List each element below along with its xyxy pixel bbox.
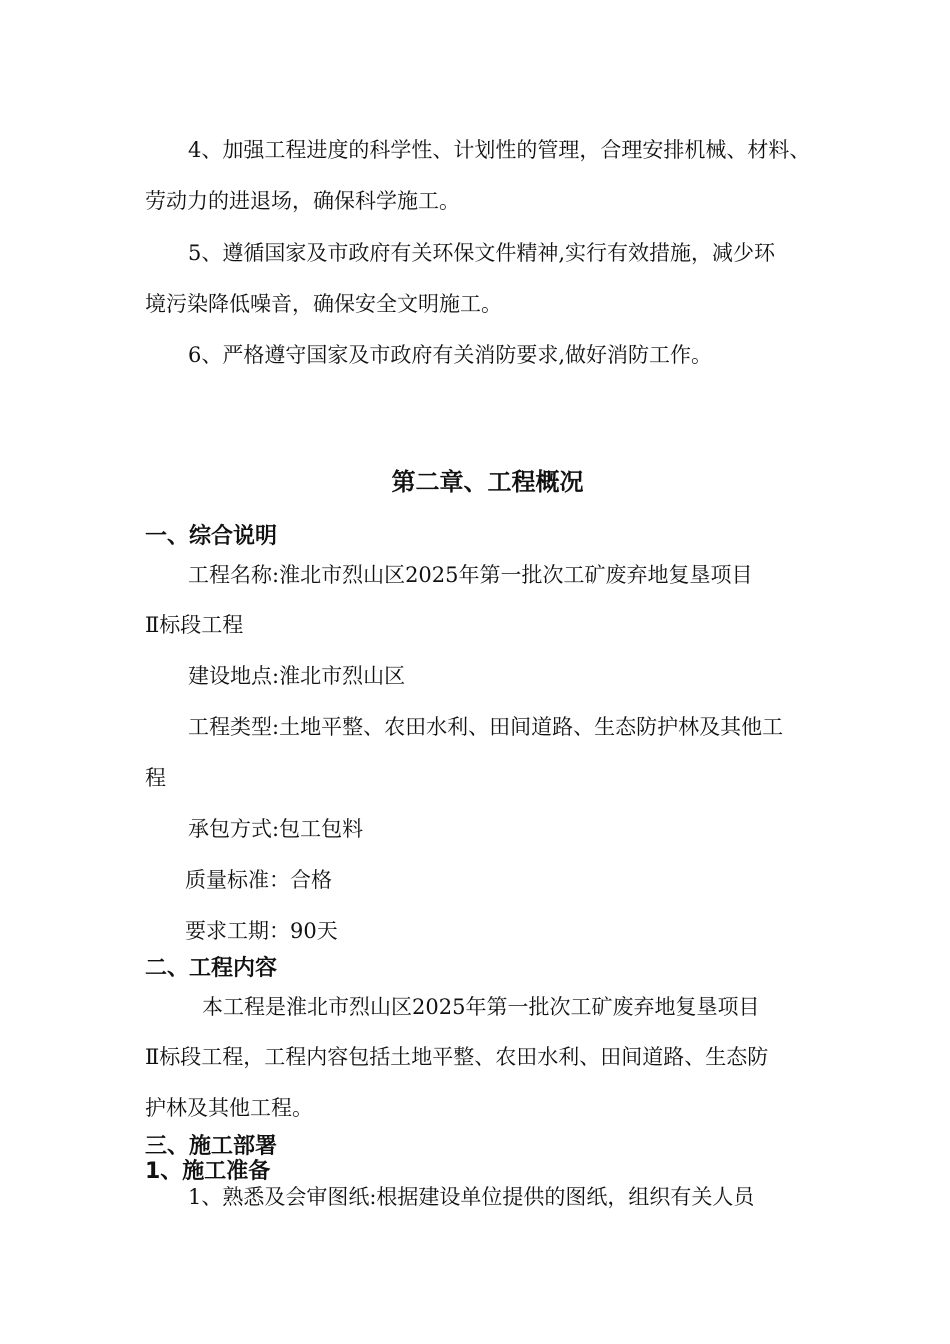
intro-item-5-line2: 境污染降低噪音，确保安全文明施工。 bbox=[145, 292, 502, 316]
intro-item-4-line1: 4、加强工程进度的科学性、计划性的管理，合理安排机械、材料、 bbox=[188, 138, 811, 162]
intro-item-5-line1: 5、遵循国家及市政府有关环保文件精神,实行有效措施，减少环 bbox=[188, 241, 776, 265]
section3-sub-heading: 1、施工准备 bbox=[145, 1159, 271, 1184]
project-name-line1: 工程名称:淮北市烈山区2025年第一批次工矿废弃地复垦项目 bbox=[188, 563, 753, 587]
section2-heading: 二、工程内容 bbox=[145, 956, 278, 981]
project-location: 建设地点:淮北市烈山区 bbox=[188, 664, 406, 688]
content-line1: 本工程是淮北市烈山区2025年第一批次工矿废弃地复垦项目 bbox=[202, 995, 760, 1019]
project-name-line2: Ⅱ标段工程 bbox=[145, 613, 244, 637]
contract-mode: 承包方式:包工包料 bbox=[188, 817, 364, 841]
project-type-line1: 工程类型:土地平整、农田水利、田间道路、生态防护林及其他工 bbox=[188, 715, 784, 739]
intro-item-4-line2: 劳动力的进退场，确保科学施工。 bbox=[145, 189, 460, 213]
intro-item-6-line1: 6、严格遵守国家及市政府有关消防要求,做好消防工作。 bbox=[188, 343, 713, 367]
quality-standard: 质量标准：合格 bbox=[185, 868, 332, 892]
project-type-line2: 程 bbox=[145, 766, 166, 790]
prep-line1: 1、熟悉及会审图纸:根据建设单位提供的图纸，组织有关人员 bbox=[188, 1185, 755, 1209]
content-line3: 护林及其他工程。 bbox=[145, 1096, 313, 1120]
content-line2: Ⅱ标段工程，工程内容包括土地平整、农田水利、田间道路、生态防 bbox=[145, 1045, 769, 1069]
required-duration: 要求工期：90天 bbox=[185, 919, 338, 943]
section1-heading: 一、综合说明 bbox=[145, 524, 278, 549]
chapter-title: 第二章、工程概况 bbox=[391, 468, 584, 496]
section3-heading: 三、施工部署 bbox=[145, 1134, 278, 1159]
